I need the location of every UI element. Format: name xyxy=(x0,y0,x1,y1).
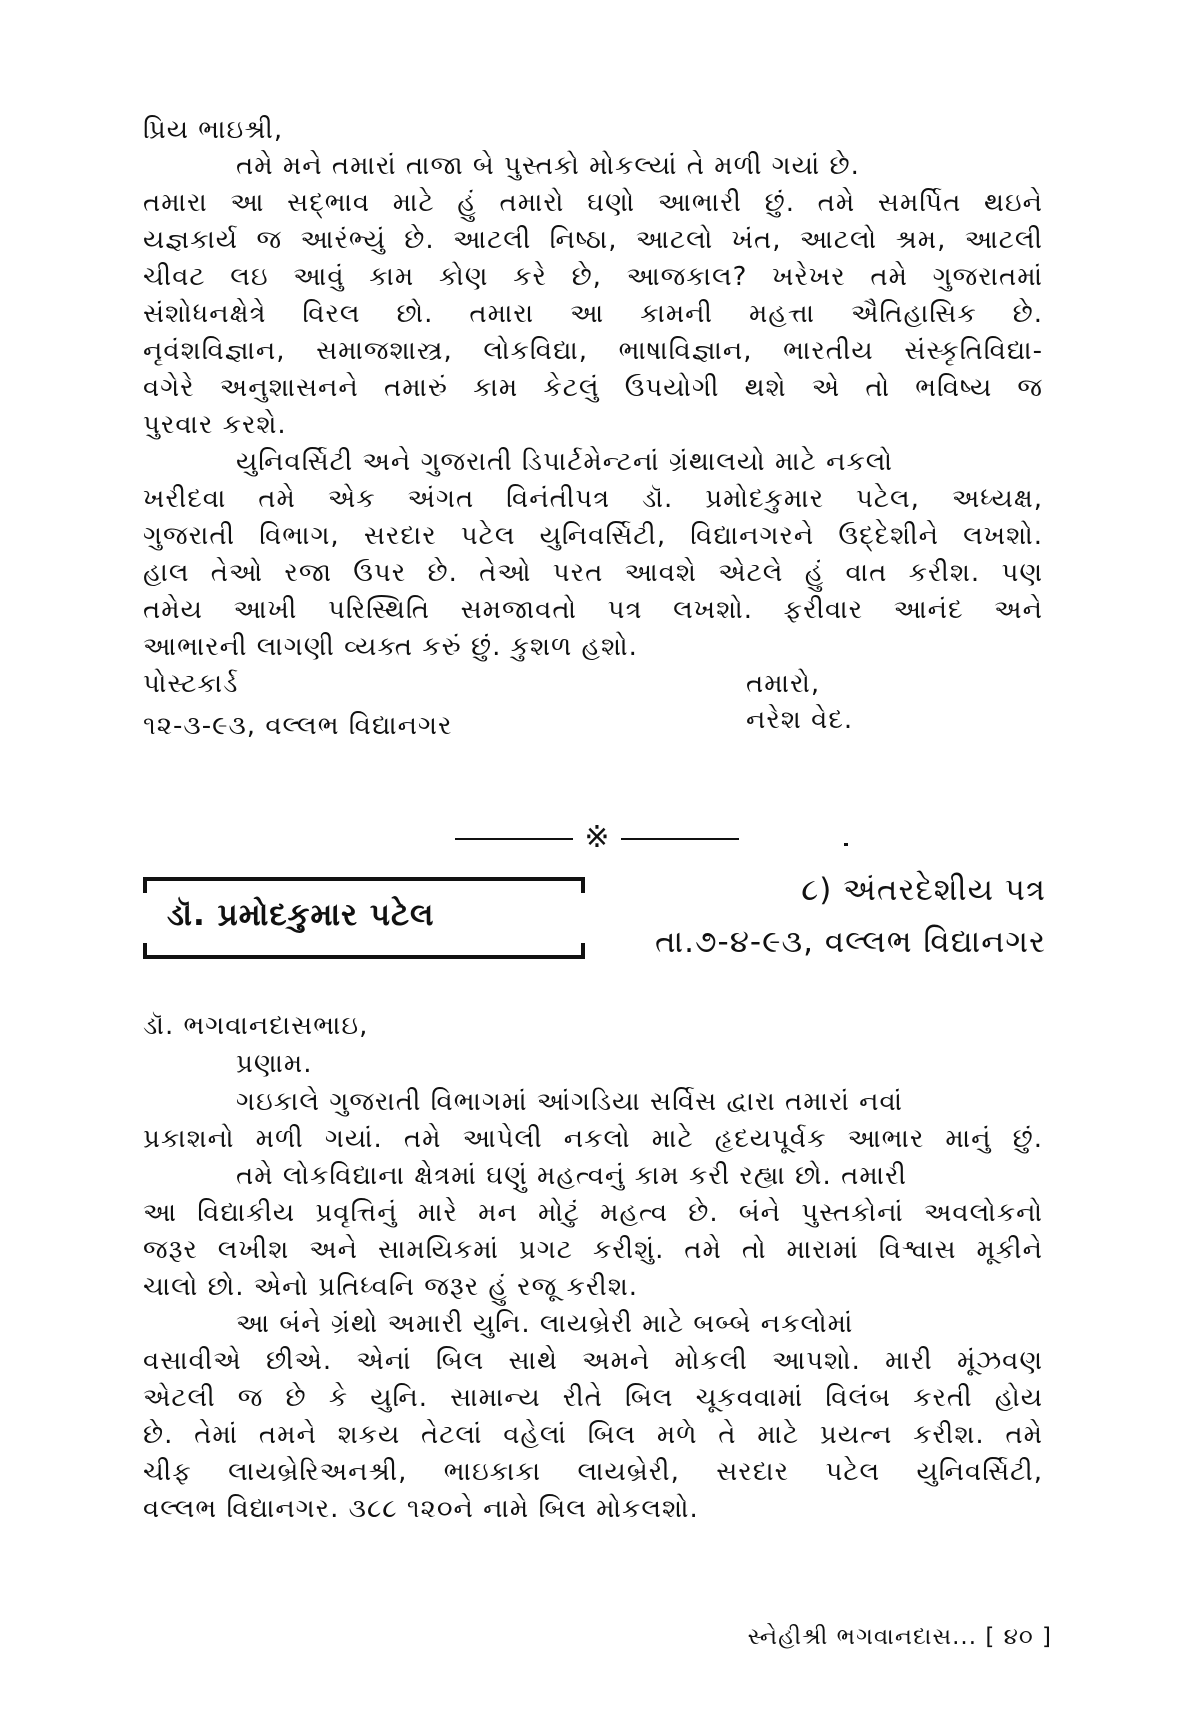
divider-rule-left xyxy=(455,838,573,840)
letter1-closing: તમારો, xyxy=(746,669,821,699)
letter2-greeting: પ્રણામ. xyxy=(236,1049,313,1079)
letter-date-place-heading: તા.૭-૪-૯૩, વલ્લભ વિદ્યાનગર xyxy=(654,924,1046,960)
letter2-line: વસાવીએ છીએ. એનાં બિલ સાથે અમને મોકલી આપશો. મારી મૂંઝવણ xyxy=(143,1346,1043,1376)
letter2-line: છે. તેમાં તમને શકય તેટલાં વહેલાં બિલ મળે તે માટે પ્રયત્ન કરીશ. તમે xyxy=(143,1420,1043,1450)
ornament-divider xyxy=(455,820,739,855)
letter1-line: તમેય આખી પરિસ્થિતિ સમજાવતો પત્ર લખશો. ફરીવાર આનંદ અને xyxy=(143,595,1043,625)
letter2-line: આ બંને ગ્રંથો અમારી યુનિ. લાયબ્રેરી માટે બબ્બે નકલોમાં xyxy=(236,1309,854,1339)
letter-type-heading: ૮) અંતરદેશીય પત્ર xyxy=(801,872,1046,908)
letter1-line: વગેરે અનુશાસનને તમારું કામ કેટલું ઉપયોગી થશે એ તો ભવિષ્ય જ xyxy=(143,373,1043,403)
divider-rule-right xyxy=(621,838,739,840)
letter1-line: સંશોધનક્ષેત્રે વિરલ છો. તમારા આ કામની મહત્તા ઐતિહાસિક છે. xyxy=(143,299,1043,329)
letter2-line: પ્રકાશનો મળી ગયાં. તમે આપેલી નકલો માટે હૃદયપૂર્વક આભાર માનું છું. xyxy=(143,1124,1043,1154)
letter1-line: આભારની લાગણી વ્યક્ત કરું છું. કુશળ હશો. xyxy=(143,632,638,662)
letter2-line: એટલી જ છે કે યુનિ. સામાન્ય રીતે બિલ ચૂકવવામાં વિલંબ કરતી હોય xyxy=(143,1383,1043,1413)
letter1-line: ચીવટ લઇ આવું કામ કોણ કરે છે, આજકાલ? ખરેખર તમે ગુજરાતમાં xyxy=(143,262,1043,292)
letter2-line: ગઇકાલે ગુજરાતી વિભાગમાં આંગડિયા સર્વિસ દ્વારા તમારાં નવાં xyxy=(236,1087,904,1117)
letter1-line: યજ્ઞકાર્ય જ આરંભ્યું છે. આટલી નિષ્ઠા, આટલો ખંત, આટલો શ્રમ, આટલી xyxy=(143,225,1043,255)
letter1-signature: નરેશ વેદ. xyxy=(746,705,854,735)
sender-name-box xyxy=(143,877,585,959)
letter1-line: હાલ તેઓ રજા ઉપર છે. તેઓ પરત આવશે એટલે હું વાત કરીશ. પણ xyxy=(143,558,1043,588)
letter1-line: નૃવંશવિજ્ઞાન, સમાજશાસ્ત્ર, લોકવિદ્યા, ભાષાવિજ્ઞાન, ભારતીય સંસ્કૃતિવિદ્યા- xyxy=(143,336,1043,366)
letter1-line: યુનિવર્સિટી અને ગુજરાતી ડિપાર્ટમેન્ટનાં ગ્રંથાલયો માટે નકલો xyxy=(236,447,893,477)
letter1-line: તમારા આ સદ્ભાવ માટે હું તમારો ઘણો આભારી છું. તમે સમર્પિત થઇને xyxy=(143,188,1043,218)
letter2-line: તમે લોકવિદ્યાના ક્ષેત્રમાં ઘણું મહત્વનું કામ કરી રહ્યા છો. તમારી xyxy=(236,1161,907,1191)
letter1-line: તમે મને તમારાં તાજા બે પુસ્તકો મોકલ્યાં તે મળી ગયાં છે. xyxy=(236,151,860,181)
letter2-line: આ વિદ્યાકીય પ્રવૃત્તિનું મારે મન મોટું મહત્વ છે. બંને પુસ્તકોનાં અવલોકનો xyxy=(143,1198,1043,1228)
letter1-type-label: પોસ્ટકાર્ડ xyxy=(143,669,239,699)
letter2-line: વલ્લભ વિદ્યાનગર. ૩૮૮ ૧૨૦ને નામે બિલ મોકલશો. xyxy=(143,1494,699,1524)
sender-name: ડૉ. પ્રમોદકુમાર પટેલ xyxy=(167,897,435,933)
letter1-date-place: ૧૨-૩-૯૩, વલ્લભ વિદ્યાનગર xyxy=(143,711,453,741)
ornament-icon: ※ xyxy=(584,820,610,855)
letter1-line: ગુજરાતી વિભાગ, સરદાર પટેલ યુનિવર્સિટી, વિદ્યાનગરને ઉદ્દેશીને લખશો. xyxy=(143,521,1043,551)
letter1-line: ખરીદવા તમે એક અંગત વિનંતીપત્ર ડૉ. પ્રમોદકુમાર પટેલ, અધ્યક્ષ, xyxy=(143,484,1043,514)
letter2-line: ચાલો છો. એનો પ્રતિધ્વનિ જરૂર હું રજૂ કરીશ. xyxy=(143,1272,639,1302)
letter1-line: પુરવાર કરશે. xyxy=(143,410,287,440)
page-footer: સ્નેહીશ્રી ભગવાનદાસ... [ ૪૦ ] xyxy=(747,1624,1052,1650)
letter2-line: ચીફ લાયબ્રેરિઅનશ્રી, ભાઇકાકા લાયબ્રેરી, સરદાર પટેલ યુનિવર્સિટી, xyxy=(143,1457,1043,1487)
letter2-line: જરૂર લખીશ અને સામયિકમાં પ્રગટ કરીશું. તમે તો મારામાં વિશ્વાસ મૂકીને xyxy=(143,1235,1043,1265)
letter2-salutation: ડૉ. ભગવાનદાસભાઇ, xyxy=(143,1011,369,1041)
letter1-salutation: પ્રિય ભાઇશ્રી, xyxy=(143,115,284,145)
stray-mark xyxy=(844,843,848,846)
